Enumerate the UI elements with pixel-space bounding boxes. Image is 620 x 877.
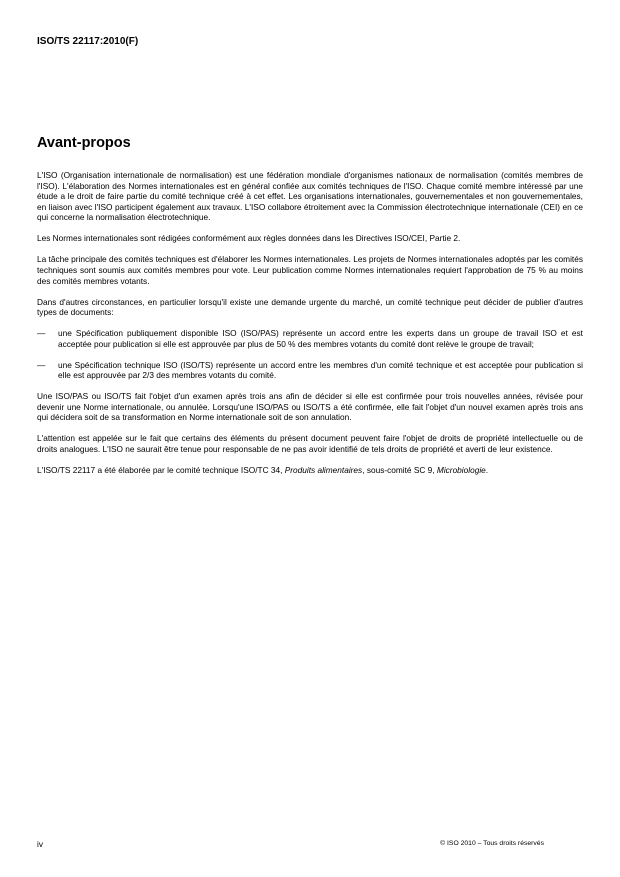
- paragraph-patent-notice: L'attention est appelée sur le fait que certains des éléments du présent document peuvent faire l'objet de droits de propriété intellectuelle ou de droits analogues. L'ISO ne saurait être tenue pour responsable de ne pas avoir identifié de tels droits de propriété et averti de leur existence.: [37, 433, 583, 455]
- paragraph-directives: Les Normes internationales sont rédigées conformément aux règles données dans les Directives ISO/CEI, Partie 2.: [37, 233, 461, 244]
- page-number: iv: [37, 839, 43, 849]
- em-dash-bullet: —: [37, 359, 46, 370]
- copyright-notice: © ISO 2010 – Tous droits réservés: [440, 840, 544, 847]
- em-dash-bullet: —: [37, 328, 46, 339]
- prepared-by-text: L'ISO/TS 22117 a été élaborée par le comité technique ISO/TC 34,: [37, 465, 285, 475]
- list-item-iso-pas: [37, 328, 583, 349]
- paragraph-review: Une ISO/PAS ou ISO/TS fait l'objet d'un examen après trois ans afin de décider si elle est confirmée pour trois nouvelles années, révisée pour devenir une Norme internationale, ou annulée. Lorsqu'une ISO/PAS ou ISO/TS a été confirmée, elle fait l'objet d'un nouvel examen après trois ans qui décidera soit de sa transformation en Norme internationale soit de son annulation.: [37, 391, 583, 423]
- period: .: [485, 465, 489, 475]
- paragraph-committees-task: La tâche principale des comités techniques est d'élaborer les Normes internationales. Les projets de Normes internationales adoptés par les comités techniques sont soumis aux comités membres pour vote. Leur publication comme Normes internationales requiert l'approbation de 75 % au moins des comités membres votants.: [37, 254, 583, 286]
- paragraph-other-documents: Dans d'autres circonstances, en particulier lorsqu'il existe une demande urgente du marché, un comité technique peut décider de publier d'autres types de documents:: [37, 296, 583, 318]
- list-item-text: une Spécification publiquement disponible ISO (ISO/PAS) représente un accord entre les experts dans un groupe de travail ISO et est acceptée pour publication si elle est approuvée par plus de 50 % des membres votants du comité dont relève le groupe de travail;: [58, 328, 583, 349]
- document-body: [37, 170, 583, 486]
- paragraph-prepared-by: [37, 465, 583, 476]
- subcommittee-title: Microbiologie: [436, 465, 486, 475]
- list-item-iso-ts: [37, 360, 583, 381]
- paragraph-iso-organisation: L'ISO (Organisation internationale de normalisation) est une fédération mondiale d'organismes nationaux de normalisation (comités membres de l'ISO). L'élaboration des Normes internationales est en général confiée aux comités techniques de l'ISO. Chaque comité membre intéressé par une étude a le droit de faire partie du comité technique créé à cet effet. Les organisations internationales, gouvernementales et non gouvernementales, en liaison avec l'ISO participent également aux travaux. L'ISO collabore étroitement avec la Commission électrotechnique internationale (CEI) en ce qui concerne la normalisation électrotechnique.: [37, 170, 583, 223]
- subcommittee-text: , sous-comité SC 9,: [362, 465, 437, 475]
- section-title: Avant-propos: [37, 135, 131, 151]
- document-reference: ISO/TS 22117:2010(F): [37, 36, 139, 47]
- list-item-text: une Spécification technique ISO (ISO/TS) représente un accord entre les membres d'un comité technique et est acceptée pour publication si elle est approuvée par 2/3 des membres votants du comité.: [58, 359, 583, 381]
- committee-title: Produits alimentaires: [284, 465, 363, 475]
